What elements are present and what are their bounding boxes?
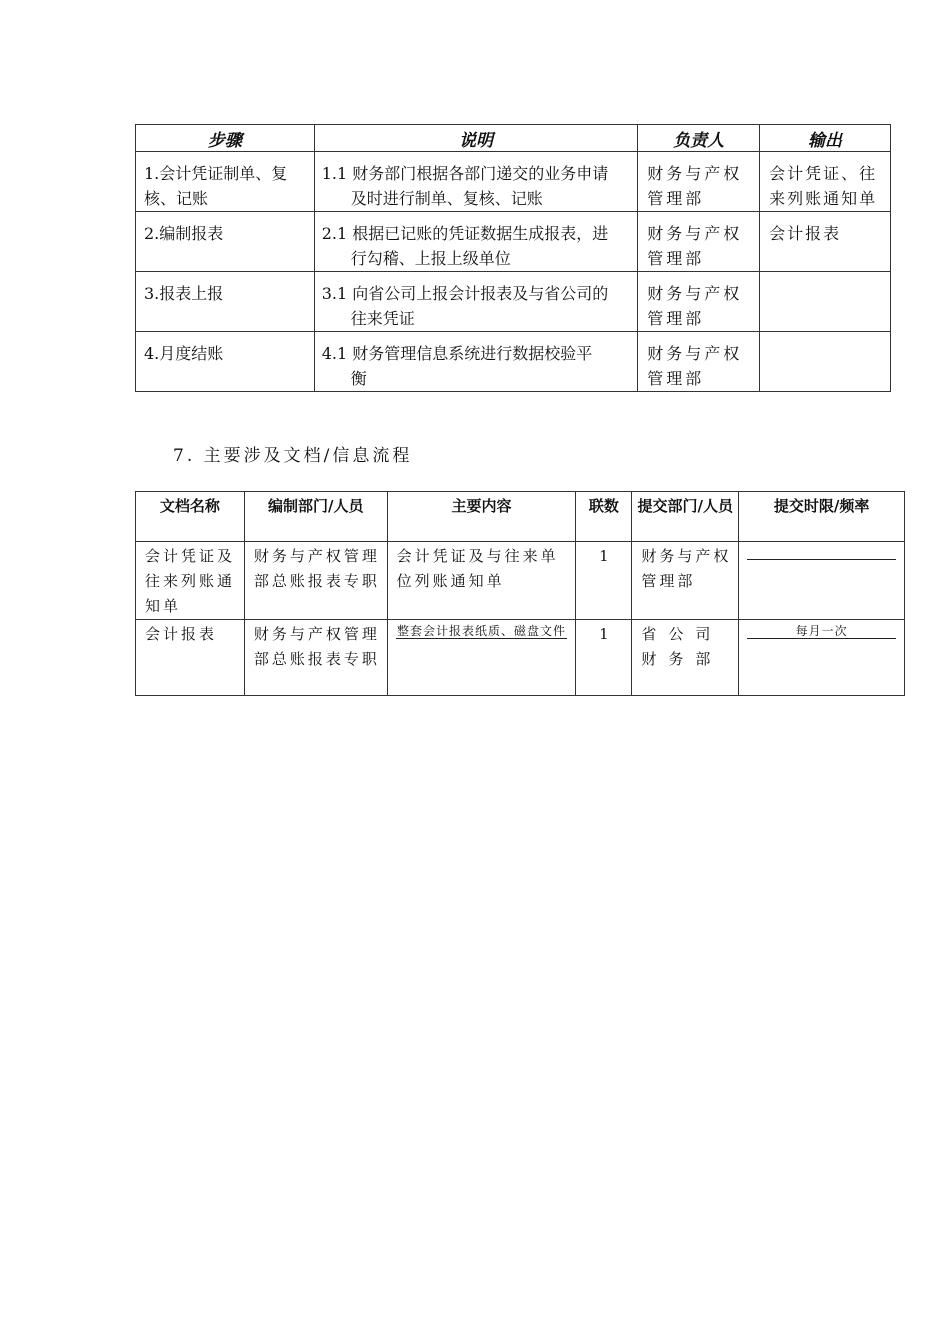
header-output: 输出 <box>760 125 891 152</box>
description-number: 3.1 <box>321 284 348 303</box>
step-cell: 2.编制报表 <box>136 212 315 272</box>
frequency-cell <box>739 542 905 620</box>
owner-cell: 财务与产权管理部 <box>638 332 760 392</box>
description-cell <box>314 152 638 212</box>
header-copies: 联数 <box>576 492 632 542</box>
header-description: 说明 <box>314 125 638 152</box>
output-cell: 会计凭证、往来列账通知单 <box>760 152 891 212</box>
owner-cell: 财务与产权管理部 <box>638 212 760 272</box>
table-row <box>136 152 891 212</box>
owner-cell: 财务与产权管理部 <box>638 272 760 332</box>
step-cell: 3.报表上报 <box>136 272 315 332</box>
copies-cell: 1 <box>576 542 632 620</box>
frequency-note: 每月一次 <box>747 624 896 639</box>
description-number: 2.1 <box>321 224 348 243</box>
description-text: 财务部门根据各部门递交的业务申请 <box>352 164 609 183</box>
table-header-row <box>136 492 905 542</box>
description-number: 4.1 <box>321 344 348 363</box>
description-continued: 及时进行制单、复核、记账 <box>350 189 543 208</box>
frequency-cell <box>739 620 905 696</box>
dept-cell: 财务与产权管理部总账报表专职 <box>244 620 387 696</box>
step-cell: 1.会计凭证制单、复核、记账 <box>136 152 315 212</box>
owner-cell: 财务与产权管理部 <box>638 152 760 212</box>
header-owner: 负责人 <box>638 125 760 152</box>
header-dept: 编制部门/人员 <box>244 492 387 542</box>
table-header-row <box>136 125 891 152</box>
step-cell: 4.月度结账 <box>136 332 315 392</box>
header-frequency: 提交时限/频率 <box>739 492 905 542</box>
header-doc-name: 文档名称 <box>136 492 245 542</box>
content-cell: 会计凭证及与往来单位列账通知单 <box>387 542 576 620</box>
table-row <box>136 332 891 392</box>
output-cell: 会计报表 <box>760 212 891 272</box>
description-text: 根据已记账的凭证数据生成报表，进 <box>352 224 609 243</box>
description-continued: 衡 <box>350 369 367 388</box>
description-text: 向省公司上报会计报表及与省公司的 <box>352 284 609 303</box>
description-continued: 行勾稽、上报上级单位 <box>350 249 511 268</box>
submit-to-cell: 省公司财务部 <box>632 620 739 696</box>
section-heading: 7. 主要涉及文档/信息流程 <box>173 446 413 466</box>
copies-cell: 1 <box>576 620 632 696</box>
description-continued: 往来凭证 <box>350 309 415 328</box>
output-cell <box>760 272 891 332</box>
header-content: 主要内容 <box>387 492 576 542</box>
blank-underline <box>747 544 896 560</box>
doc-name-cell: 会计凭证及往来列账通知单 <box>136 542 245 620</box>
process-steps-table <box>135 124 891 392</box>
documents-table <box>135 491 905 696</box>
description-cell <box>314 212 638 272</box>
content-cell <box>387 620 576 696</box>
table-row <box>136 542 905 620</box>
header-step: 步骤 <box>136 125 315 152</box>
submit-to-cell: 财务与产权管理部 <box>632 542 739 620</box>
table-row <box>136 620 905 696</box>
output-cell <box>760 332 891 392</box>
table-row <box>136 272 891 332</box>
description-cell <box>314 332 638 392</box>
dept-cell: 财务与产权管理部总账报表专职 <box>244 542 387 620</box>
description-number: 1.1 <box>321 164 348 183</box>
header-submit-to: 提交部门/人员 <box>632 492 739 542</box>
content-note: 整套会计报表纸质、磁盘文件 <box>397 624 567 638</box>
table-row <box>136 212 891 272</box>
description-cell <box>314 272 638 332</box>
doc-name-cell: 会计报表 <box>136 620 245 696</box>
description-text: 财务管理信息系统进行数据校验平 <box>352 344 593 363</box>
